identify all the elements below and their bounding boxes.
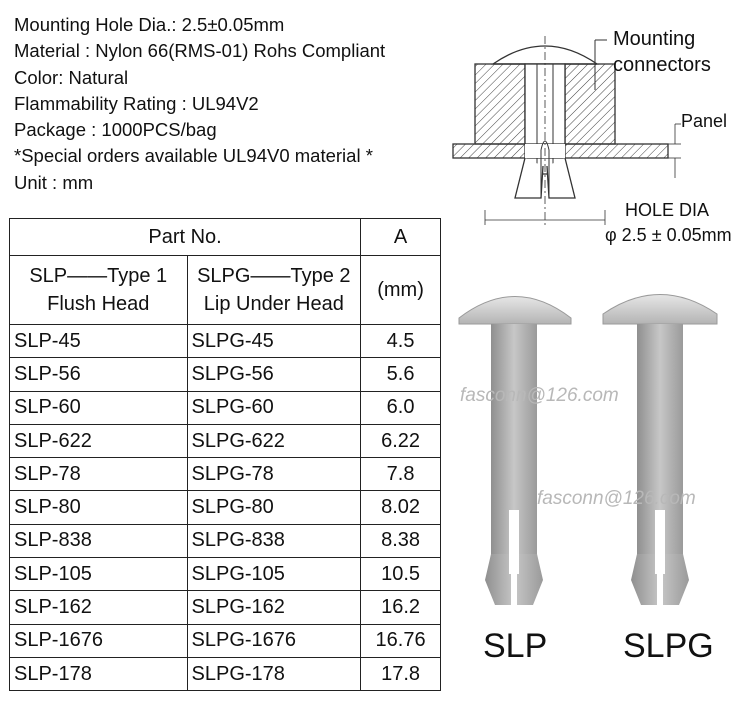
dimension-a-cell: 8.38 [361, 524, 441, 557]
table-row [10, 325, 441, 358]
slp-part-cell: SLP-78 [10, 458, 188, 491]
label-panel: Panel [681, 111, 728, 131]
dimension-a-cell: 7.8 [361, 458, 441, 491]
cross-section-diagram [445, 20, 750, 245]
dimension-a-cell: 16.2 [361, 591, 441, 624]
table-row [10, 591, 441, 624]
slp-part-cell: SLP-1676 [10, 624, 188, 657]
label-mounting-line2: connectors [613, 54, 711, 76]
type1-line1: SLP——Type 1 [29, 265, 168, 287]
label-slp: SLP [483, 627, 548, 665]
dimension-a-cell: 16.76 [361, 624, 441, 657]
spec-mounting-hole: Mounting Hole Dia.: 2.5±0.05mm [14, 14, 285, 35]
slpg-part-cell: SLPG-622 [187, 424, 361, 457]
dimension-a-cell: 6.0 [361, 391, 441, 424]
table-header-row [10, 219, 441, 256]
slp-part-cell: SLP-80 [10, 491, 188, 524]
part-number-table [9, 218, 441, 691]
dimension-a-cell: 4.5 [361, 325, 441, 358]
dimension-a-cell: 8.02 [361, 491, 441, 524]
table-row [10, 558, 441, 591]
slpg-part-cell: SLPG-56 [187, 358, 361, 391]
slp-part-cell: SLP-622 [10, 424, 188, 457]
label-mounting-line1: Mounting [613, 28, 696, 50]
label-hole-tolerance: φ 2.5 ± 0.05mm [605, 225, 732, 245]
table-row [10, 358, 441, 391]
type2-line1: SLPG——Type 2 [197, 265, 351, 287]
slpg-rivet [603, 295, 717, 606]
header-a: A [361, 219, 441, 256]
slp-part-cell: SLP-45 [10, 325, 188, 358]
table-row [10, 524, 441, 557]
table-row [10, 491, 441, 524]
label-mounting-connectors [613, 26, 711, 78]
slpg-part-cell: SLPG-1676 [187, 624, 361, 657]
watermark-1: fasconn@126.com [460, 385, 619, 406]
table-type-row [10, 256, 441, 325]
spec-flammability: Flammability Rating : UL94V2 [14, 92, 259, 114]
spec-unit: Unit : mm [14, 171, 94, 193]
connector-left [475, 64, 525, 144]
type1-line2: Flush Head [47, 293, 150, 315]
slp-rivet [459, 297, 571, 606]
product-photo-svg [445, 280, 745, 610]
slp-part-cell: SLP-105 [10, 558, 188, 591]
dimension-a-cell: 5.6 [361, 358, 441, 391]
table-body [10, 325, 441, 691]
dimension-a-cell: 6.22 [361, 424, 441, 457]
slp-part-cell: SLP-162 [10, 591, 188, 624]
slp-part-cell: SLP-838 [10, 524, 188, 557]
product-photo [445, 280, 745, 665]
spec-special-order: *Special orders available UL94V0 material * [14, 145, 373, 167]
slpg-part-cell: SLPG-78 [187, 458, 361, 491]
type1-header [10, 256, 188, 325]
slpg-part-cell: SLPG-162 [187, 591, 361, 624]
table-row [10, 624, 441, 657]
spec-package: Package : 1000PCS/bag [14, 119, 217, 141]
dimension-a-cell: 17.8 [361, 657, 441, 690]
slpg-part-cell: SLPG-80 [187, 491, 361, 524]
table-row [10, 458, 441, 491]
spec-list [14, 12, 385, 196]
slpg-part-cell: SLPG-105 [187, 558, 361, 591]
slpg-part-cell: SLPG-60 [187, 391, 361, 424]
watermark-2: fasconn@126.com [537, 488, 696, 509]
spec-color: Color: Natural [14, 66, 129, 88]
slp-part-cell: SLP-56 [10, 358, 188, 391]
slpg-part-cell: SLPG-838 [187, 524, 361, 557]
spec-material: Material : Nylon 66(RMS-01) Rohs Compliant [14, 40, 386, 62]
label-hole-dia: HOLE DIA [625, 200, 710, 220]
slpg-part-cell: SLPG-45 [187, 325, 361, 358]
label-slpg: SLPG [623, 627, 714, 665]
slp-part-cell: SLP-60 [10, 391, 188, 424]
type2-line2: Lip Under Head [203, 293, 344, 315]
type2-header [187, 256, 361, 325]
dimension-a-cell: 10.5 [361, 558, 441, 591]
table-row [10, 424, 441, 457]
connector-right [565, 64, 615, 144]
slpg-part-cell: SLPG-178 [187, 657, 361, 690]
slp-part-cell: SLP-178 [10, 657, 188, 690]
table-row [10, 391, 441, 424]
table-row [10, 657, 441, 690]
unit-header: (mm) [361, 256, 441, 325]
header-part-no: Part No. [10, 219, 361, 256]
